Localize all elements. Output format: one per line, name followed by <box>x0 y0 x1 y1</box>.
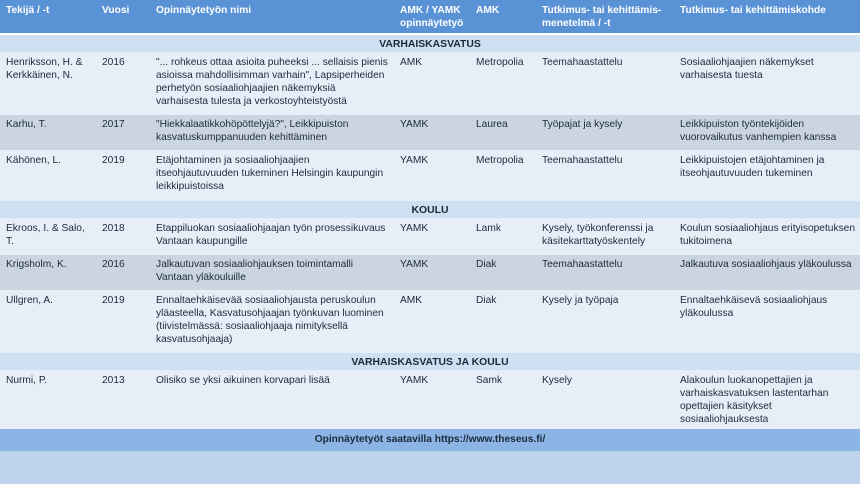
cell-menetelma: Kysely, työkonferenssi ja käsitekarttatyöskentely <box>536 219 674 255</box>
cell-kohde: Koulun sosiaaliohjaus erityisopetuksen tukitoimena <box>674 219 860 255</box>
table-row <box>0 255 860 291</box>
header-tekija: Tekijä / -t <box>0 0 96 34</box>
cell-tekija: Ullgren, A. <box>0 291 96 353</box>
cell-nimi: Ennaltaehkäisevää sosiaaliohjausta peruskoulun yläasteella, Kasvatusohjaajan työnkuvan luominen (tiivistelmässä: sosiaaliohjaaja nimityksellä kasvatusohjaaja) <box>150 291 394 353</box>
cell-kohde: Leikkipuiston työntekijöiden vuorovaikutus vanhempien kanssa <box>674 115 860 151</box>
cell-amk: Metropolia <box>470 151 536 201</box>
cell-tyyppi: YAMK <box>394 255 470 291</box>
cell-amk: Diak <box>470 255 536 291</box>
cell-amk: Metropolia <box>470 53 536 115</box>
cell-tyyppi: YAMK <box>394 151 470 201</box>
cell-kohde: Jalkautuva sosiaaliohjaus yläkoulussa <box>674 255 860 291</box>
table-row <box>0 219 860 255</box>
cell-tyyppi: AMK <box>394 53 470 115</box>
header-amk: AMK <box>470 0 536 34</box>
cell-amk: Lamk <box>470 219 536 255</box>
cell-nimi: Etappiluokan sosiaaliohjaajan työn prosessikuvaus Vantaan kaupungille <box>150 219 394 255</box>
cell-tyyppi: YAMK <box>394 115 470 151</box>
table-row <box>0 371 860 429</box>
table-row <box>0 115 860 151</box>
cell-menetelma: Kysely ja työpaja <box>536 291 674 353</box>
cell-kohde: Ennaltaehkäisevä sosiaaliohjaus yläkoulussa <box>674 291 860 353</box>
cell-vuosi: 2019 <box>96 151 150 201</box>
cell-menetelma: Teemahaastattelu <box>536 151 674 201</box>
table-row <box>0 151 860 201</box>
header-kohde: Tutkimus- tai kehittämiskohde <box>674 0 860 34</box>
cell-kohde: Alakoulun luokanopettajien ja varhaiskasvatuksen lastentarhan opettajien käsitykset sosiaaliohjauksesta <box>674 371 860 429</box>
cell-amk: Diak <box>470 291 536 353</box>
cell-kohde: Sosiaaliohjaajien näkemykset varhaisesta tuesta <box>674 53 860 115</box>
header-vuosi: Vuosi <box>96 0 150 34</box>
cell-menetelma: Työpajat ja kysely <box>536 115 674 151</box>
header-tyyppi: AMK / YAMK opinnäytetyö <box>394 0 470 34</box>
header-nimi: Opinnäytetyön nimi <box>150 0 394 34</box>
cell-tyyppi: YAMK <box>394 219 470 255</box>
cell-vuosi: 2019 <box>96 291 150 353</box>
cell-vuosi: 2016 <box>96 53 150 115</box>
cell-nimi: Olisiko se yksi aikuinen korvapari lisää <box>150 371 394 429</box>
section-row <box>0 201 860 219</box>
cell-tekija: Krigsholm, K. <box>0 255 96 291</box>
cell-nimi: Etäjohtaminen ja sosiaaliohjaajien itseohjautuvuuden tukeminen Helsingin kaupungin leikkipuistoissa <box>150 151 394 201</box>
cell-nimi: Jalkautuvan sosiaaliohjauksen toimintamalli Vantaan yläkouluille <box>150 255 394 291</box>
cell-tekija: Henriksson, H. & Kerkkäinen, N. <box>0 53 96 115</box>
cell-kohde: Leikkipuistojen etäjohtaminen ja itseohjautuvuuden tukeminen <box>674 151 860 201</box>
cell-menetelma: Kysely <box>536 371 674 429</box>
table-row <box>0 53 860 115</box>
cell-tyyppi: YAMK <box>394 371 470 429</box>
header-menetelma: Tutkimus- tai kehittämis-menetelmä / -t <box>536 0 674 34</box>
cell-vuosi: 2017 <box>96 115 150 151</box>
cell-vuosi: 2018 <box>96 219 150 255</box>
section-row <box>0 34 860 53</box>
footer-link-text: Opinnäytetyöt saatavilla https://www.theseus.fi/ <box>0 429 860 452</box>
section-row <box>0 353 860 371</box>
cell-vuosi: 2013 <box>96 371 150 429</box>
section-label-koulu: KOULU <box>0 201 860 219</box>
section-label-molemmat: VARHAISKASVATUS JA KOULU <box>0 353 860 371</box>
cell-tekija: Karhu, T. <box>0 115 96 151</box>
cell-tekija: Ekroos, I. & Salo, T. <box>0 219 96 255</box>
footer-row <box>0 429 860 452</box>
cell-amk: Samk <box>470 371 536 429</box>
cell-tyyppi: AMK <box>394 291 470 353</box>
header-row <box>0 0 860 34</box>
table-row <box>0 291 860 353</box>
section-label-varhaiskasvatus: VARHAISKASVATUS <box>0 34 860 53</box>
cell-vuosi: 2016 <box>96 255 150 291</box>
cell-nimi: "... rohkeus ottaa asioita puheeksi ... sellaisis pienis asioissa mahdollisimman varhain", Lapsiperheiden perhetyön sosiaaliohjaajien näkemyksiä varhaisesta tulesta ja verkostoyhteistyöstä <box>150 53 394 115</box>
cell-menetelma: Teemahaastattelu <box>536 255 674 291</box>
cell-amk: Laurea <box>470 115 536 151</box>
cell-tekija: Nurmi, P. <box>0 371 96 429</box>
cell-tekija: Kähönen, L. <box>0 151 96 201</box>
cell-menetelma: Teemahaastattelu <box>536 53 674 115</box>
cell-nimi: "Hiekkalaatikkohöpöttelyjä?", Leikkipuiston kasvatuskumppanuuden kehittäminen <box>150 115 394 151</box>
